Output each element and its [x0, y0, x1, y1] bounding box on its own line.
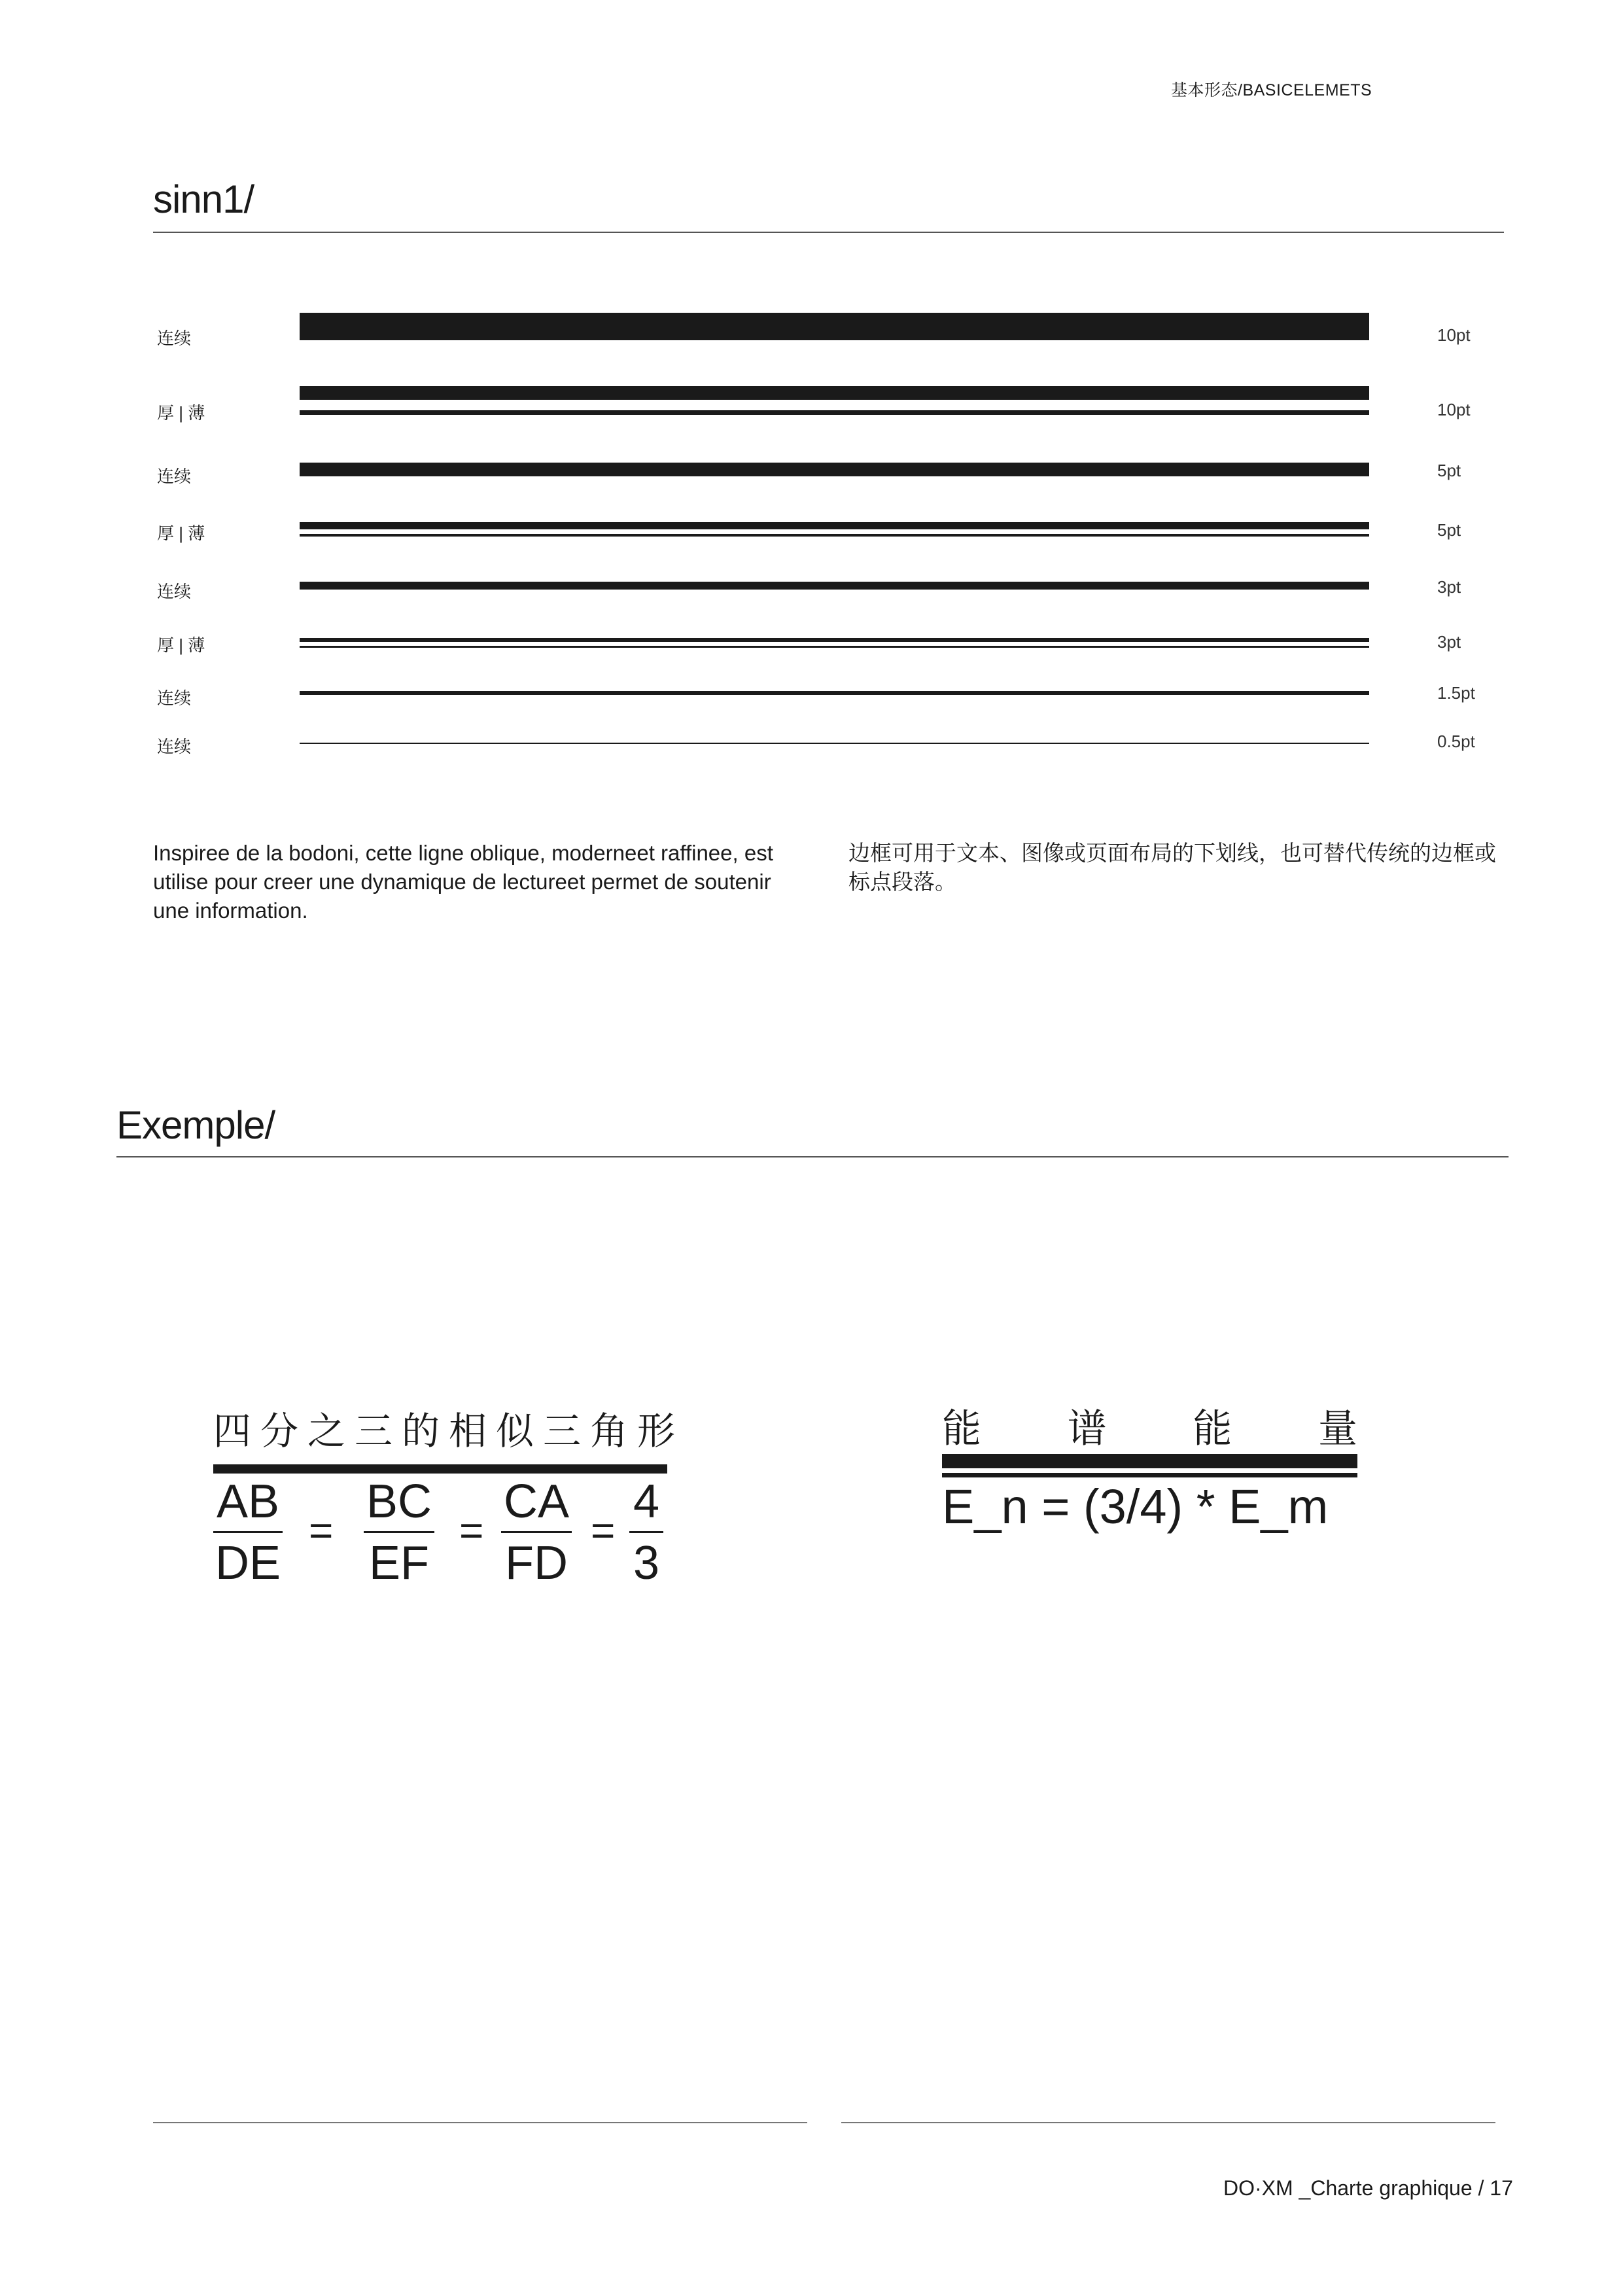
description-fr: Inspiree de la bodoni, cette ligne oblique, moderneet raffinee, est utilise pour creer une dynamique de lectureet permet de soutenir une information.	[153, 841, 773, 923]
line-label: 连续	[157, 737, 192, 756]
fraction-bar	[629, 1531, 663, 1533]
line-size: 10pt	[1437, 325, 1471, 345]
line-label: 厚 | 薄	[157, 635, 205, 655]
section-divider	[153, 232, 1504, 233]
example-underline-thin	[942, 1473, 1357, 1477]
page-header-label: 基本形态/BASICELEMETS	[1171, 81, 1372, 99]
fraction-denominator: 3	[633, 1537, 660, 1589]
fraction-numerator: CA	[503, 1475, 570, 1528]
line-sample-continuous	[300, 582, 1369, 590]
fraction-bar	[501, 1531, 572, 1533]
line-size: 5pt	[1437, 461, 1461, 480]
fraction-numerator: BC	[366, 1475, 432, 1528]
line-sample-thick-part	[300, 522, 1369, 529]
heading-char: 能	[942, 1407, 981, 1451]
example-heading: 四分之三的相似三角形	[213, 1410, 685, 1453]
fraction-bar	[364, 1531, 434, 1533]
example-heading-underline	[213, 1464, 667, 1474]
line-sample-continuous	[300, 313, 1369, 340]
line-sample-thick-part	[300, 386, 1369, 400]
energy-formula: E_n = (3/4) * E_m	[942, 1479, 1329, 1534]
example-underline-thick	[942, 1454, 1357, 1468]
line-size: 10pt	[1437, 400, 1471, 419]
line-size: 3pt	[1437, 577, 1461, 597]
section-title-exemple: Exemple/	[116, 1103, 275, 1147]
footer-divider-right	[841, 2122, 1495, 2123]
heading-char: 谱	[1067, 1407, 1107, 1451]
line-label: 连续	[157, 328, 192, 348]
equals-sign: =	[591, 1507, 616, 1554]
fraction-bar	[213, 1531, 283, 1533]
fraction-denominator: EF	[368, 1537, 429, 1589]
line-sample-continuous	[300, 463, 1369, 476]
line-size: 3pt	[1437, 632, 1461, 652]
line-sample-continuous	[300, 691, 1369, 695]
heading-char: 能	[1193, 1407, 1232, 1451]
section-divider	[116, 1156, 1509, 1157]
line-sample-thin-part	[300, 646, 1369, 648]
equals-sign: =	[309, 1507, 334, 1554]
description-cn: 边框可用于文本、图像或页面布局的下划线，也可替代传统的边框或标点段落。	[848, 841, 1496, 894]
section-title-sinn1: sinn1/	[153, 177, 254, 221]
fraction-numerator: 4	[633, 1475, 660, 1528]
fraction-denominator: FD	[505, 1537, 568, 1589]
line-sample-continuous	[300, 743, 1369, 744]
line-sample-thick-part	[300, 638, 1369, 642]
line-sample-thin-part	[300, 534, 1369, 537]
fraction-numerator: AB	[216, 1475, 280, 1528]
fraction-denominator: DE	[215, 1537, 281, 1589]
example-heading	[942, 1398, 1357, 1450]
line-label: 厚 | 薄	[157, 523, 205, 543]
equals-sign: =	[459, 1507, 484, 1554]
line-size: 1.5pt	[1437, 683, 1475, 703]
footer-divider-left	[153, 2122, 807, 2123]
footer-page-label: DO·XM _Charte graphique / 17	[1223, 2176, 1513, 2200]
line-size: 0.5pt	[1437, 732, 1475, 751]
line-label: 厚 | 薄	[157, 403, 205, 423]
line-label: 连续	[157, 467, 192, 486]
line-label: 连续	[157, 688, 192, 708]
heading-char: 量	[1318, 1407, 1357, 1451]
line-size: 5pt	[1437, 520, 1461, 540]
line-sample-thin-part	[300, 410, 1369, 415]
line-label: 连续	[157, 582, 192, 601]
